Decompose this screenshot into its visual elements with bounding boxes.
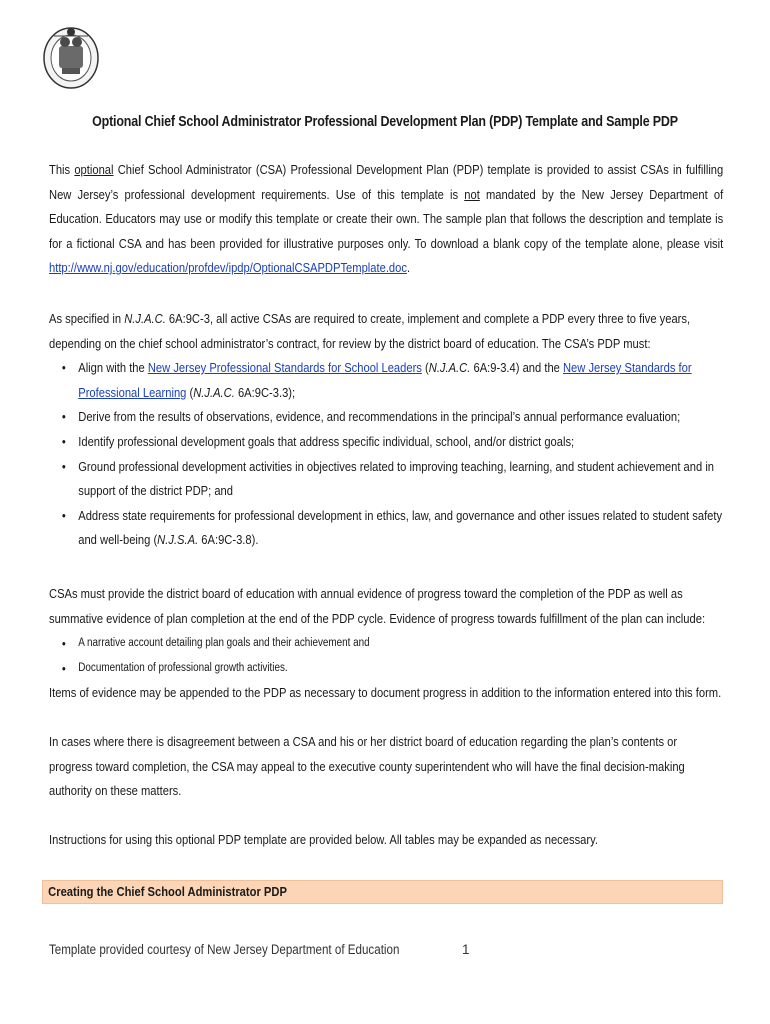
- professional-learning-standards-link[interactable]: New Jersey Standards for Professional Learning: [78, 360, 692, 400]
- evidence-paragraph: CSAs must provide the district board of education with annual evidence of progress toward the completion of the PDP as well as summative evidence of plan completion at the end of the PDP cycle. Evidence of progress towards fulfillment of the plan can include:: [49, 586, 706, 626]
- page-footer: Template provided courtesy of New Jersey Department of Education: [49, 942, 400, 957]
- section-heading: Creating the Chief School Administrator PDP: [48, 884, 287, 899]
- school-leaders-standards-link[interactable]: New Jersey Professional Standards for School Leaders: [147, 360, 422, 376]
- requirements-paragraph: As specified in N.J.A.C. 6A:9C-3, all active CSAs are required to create, implement and complete a PDP every three to five years, depending on the chief school administrator’s contract, for review by the district board of education. The CSA’s PDP must:: [49, 311, 691, 351]
- disagreement-section: [49, 730, 723, 804]
- evidence-note: Items of evidence may be appended to the PDP as necessary to document progress in addition to the information entered into this form.: [49, 685, 722, 701]
- list-item: • Identify professional development goals that address specific individual, school, and/or district goals;: [49, 430, 723, 455]
- list-item: • Ground professional development activities in objectives related to improving teaching, learning, and student achievement and in support of the district PDP; and: [49, 455, 723, 504]
- requirements-list: [49, 356, 723, 553]
- list-item: • Derive from the results of observations, evidence, and recommendations in the principal’s annual performance evaluation;: [49, 405, 723, 430]
- page-title: Optional Chief School Administrator Professional Development Plan (PDP) Template and Sample PDP: [92, 114, 678, 130]
- disagreement-paragraph: In cases where there is disagreement between a CSA and his or her district board of education regarding the plan’s contents or progress toward completion, the CSA may appeal to the executive county superintendent who will have the final decision-making authority on these matters.: [49, 734, 685, 799]
- page-number: 1: [462, 942, 470, 957]
- intro-paragraph: This optional Chief School Administrator (CSA) Professional Development Plan (PDP) template is provided to assist CSAs in fulfilling New Jersey’s professional development requirements. Use of this template is not mandated by the New Jersey Department of Education. Educators may use or modify this template or create their own. The sample plan that follows the description and template is for a fictional CSA and has been provided for illustrative purposes only. To download a blank copy of the template alone, please visit http://www.nj.gov/education/profdev/ipdp/OptionalCSAPDPTemplate.doc.: [49, 162, 724, 276]
- requirements-section: [49, 307, 723, 553]
- list-item: • A narrative account detailing plan goals and their achievement and: [49, 631, 723, 656]
- instructions-section: [49, 828, 723, 853]
- list-item: • Align with the New Jersey Professional Standards for School Leaders (N.J.A.C. 6A:9-3.4) and the New Jersey Standards for Professional Learning (N.J.A.C. 6A:9C-3.3);: [49, 356, 723, 405]
- instructions-paragraph: Instructions for using this optional PDP template are provided below. All tables may be expanded as necessary.: [49, 832, 598, 847]
- list-item: • Address state requirements for professional development in ethics, law, and governance and other issues related to student safety and well-being (N.J.S.A. 6A:9C-3.8).: [49, 504, 723, 553]
- intro-section: [49, 158, 723, 281]
- template-download-link[interactable]: http://www.nj.gov/education/profdev/ipdp/OptionalCSAPDPTemplate.doc: [49, 260, 407, 276]
- evidence-section: [49, 582, 723, 706]
- section-heading-bar: [42, 880, 723, 904]
- nj-state-seal: [42, 22, 100, 90]
- evidence-list: [49, 631, 723, 681]
- list-item: • Documentation of professional growth activities.: [49, 656, 723, 681]
